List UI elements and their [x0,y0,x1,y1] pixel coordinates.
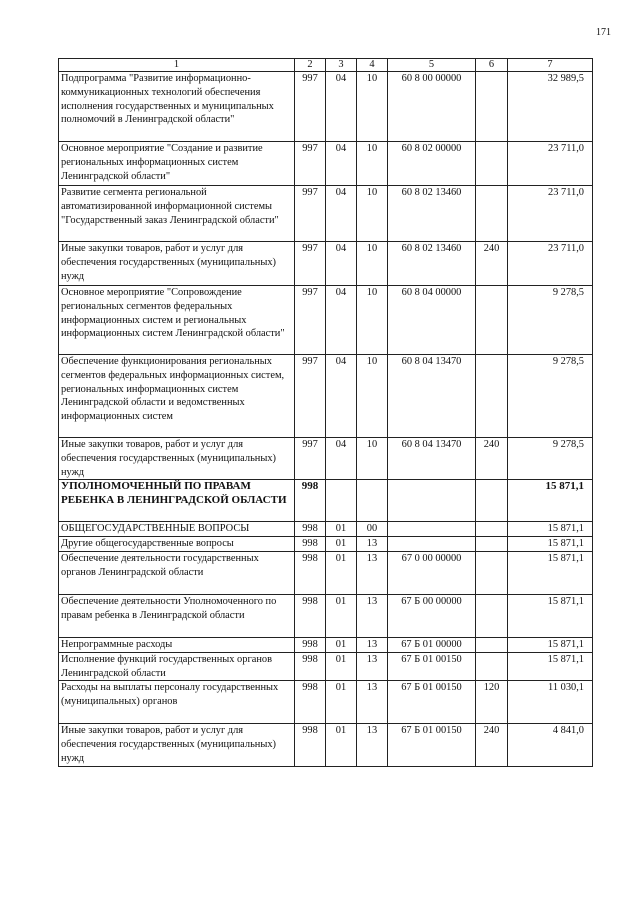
budget-table [58,58,593,767]
table-row [59,142,593,186]
row-name-cell: Основное мероприятие "Создание и развитие региональных информационных систем Ленинградской области" [59,142,295,186]
row-section-cell: 01 [326,594,357,637]
row-target-article-cell: 67 Б 01 00150 [388,724,476,767]
row-expense-type-cell [476,537,508,552]
row-sum-cell: 15 871,1 [508,551,593,594]
row-expense-type-cell: 120 [476,681,508,724]
row-target-article-cell: 67 Б 01 00150 [388,681,476,724]
row-target-article-cell: 67 Б 01 00150 [388,652,476,681]
table-row [59,637,593,652]
row-section-cell: 01 [326,652,357,681]
row-name-cell: Основное мероприятие "Сопровождение региональных сегментов федеральных информационных систем и региональных информационных систем Ленинградской области" [59,286,295,355]
row-expense-type-cell [476,637,508,652]
row-expense-type-cell [476,286,508,355]
row-expense-type-cell [476,355,508,438]
row-section-cell: 04 [326,355,357,438]
row-expense-type-cell [476,480,508,522]
table-row [59,652,593,681]
row-ved-cell: 997 [295,142,326,186]
row-ved-cell: 997 [295,242,326,286]
row-expense-type-cell [476,72,508,142]
row-ved-cell: 998 [295,537,326,552]
row-ved-cell: 997 [295,355,326,438]
column-header: 5 [388,59,476,72]
row-subsection-cell: 10 [357,355,388,438]
row-name-cell: Другие общегосударственные вопросы [59,537,295,552]
row-name-cell: Обеспечение деятельности Уполномоченного по правам ребенка в Ленинградской области [59,594,295,637]
row-sum-cell: 32 989,5 [508,72,593,142]
page-number: 171 [596,27,611,38]
row-sum-cell: 23 711,0 [508,242,593,286]
row-section-cell: 04 [326,242,357,286]
row-ved-cell: 997 [295,438,326,480]
row-expense-type-cell [476,594,508,637]
row-expense-type-cell: 240 [476,724,508,767]
row-target-article-cell: 60 8 04 00000 [388,286,476,355]
row-name-cell: Непрограммные расходы [59,637,295,652]
row-sum-cell: 9 278,5 [508,355,593,438]
row-name-cell: Иные закупки товаров, работ и услуг для обеспечения государственных (муниципальных) нужд [59,242,295,286]
row-sum-cell: 9 278,5 [508,286,593,355]
row-subsection-cell: 13 [357,637,388,652]
table-row [59,480,593,522]
column-header: 2 [295,59,326,72]
row-subsection-cell: 13 [357,551,388,594]
column-header: 6 [476,59,508,72]
row-subsection-cell: 10 [357,242,388,286]
row-expense-type-cell: 240 [476,438,508,480]
row-name-cell: Исполнение функций государственных органов Ленинградской области [59,652,295,681]
row-section-cell: 01 [326,537,357,552]
row-ved-cell: 998 [295,522,326,537]
row-sum-cell: 15 871,1 [508,594,593,637]
row-target-article-cell: 67 0 00 00000 [388,551,476,594]
row-target-article-cell: 60 8 04 13470 [388,438,476,480]
row-ved-cell: 998 [295,594,326,637]
table-header-row [59,59,593,72]
row-ved-cell: 998 [295,652,326,681]
row-ved-cell: 997 [295,72,326,142]
row-target-article-cell: 67 Б 01 00000 [388,637,476,652]
row-target-article-cell: 60 8 04 13470 [388,355,476,438]
column-header: 7 [508,59,593,72]
row-target-article-cell: 60 8 02 13460 [388,186,476,242]
row-sum-cell: 11 030,1 [508,681,593,724]
table-row [59,551,593,594]
row-sum-cell: 23 711,0 [508,186,593,242]
table-row [59,355,593,438]
column-header: 1 [59,59,295,72]
row-ved-cell: 998 [295,480,326,522]
table-row [59,72,593,142]
row-expense-type-cell [476,186,508,242]
row-expense-type-cell [476,522,508,537]
row-name-cell: Обеспечение функционирования региональных сегментов федеральных информационных систем, региональных информационных систем Ленинградской области и ведомственных информационных систем [59,355,295,438]
row-target-article-cell [388,480,476,522]
row-section-cell: 04 [326,286,357,355]
row-target-article-cell [388,522,476,537]
row-ved-cell: 998 [295,724,326,767]
row-name-cell: Обеспечение деятельности государственных органов Ленинградской области [59,551,295,594]
row-section-cell: 01 [326,681,357,724]
row-subsection-cell: 10 [357,438,388,480]
row-subsection-cell: 10 [357,286,388,355]
row-sum-cell: 4 841,0 [508,724,593,767]
row-section-cell: 04 [326,142,357,186]
column-header: 4 [357,59,388,72]
table-row [59,242,593,286]
row-sum-cell: 15 871,1 [508,522,593,537]
row-target-article-cell: 67 Б 00 00000 [388,594,476,637]
table-row [59,594,593,637]
table-row [59,186,593,242]
row-sum-cell: 23 711,0 [508,142,593,186]
row-sum-cell: 15 871,1 [508,480,593,522]
row-ved-cell: 998 [295,681,326,724]
row-subsection-cell: 13 [357,652,388,681]
row-subsection-cell: 13 [357,681,388,724]
row-name-cell: Иные закупки товаров, работ и услуг для обеспечения государственных (муниципальных) нужд [59,438,295,480]
row-section-cell: 04 [326,186,357,242]
row-section-cell: 01 [326,724,357,767]
row-sum-cell: 9 278,5 [508,438,593,480]
row-target-article-cell: 60 8 00 00000 [388,72,476,142]
row-subsection-cell [357,480,388,522]
row-name-cell: Развитие сегмента региональной автоматизированной информационной системы "Государственный заказ Ленинградской области" [59,186,295,242]
row-expense-type-cell [476,652,508,681]
table-row [59,286,593,355]
row-name-cell: Иные закупки товаров, работ и услуг для обеспечения государственных (муниципальных) нужд [59,724,295,767]
row-sum-cell: 15 871,1 [508,537,593,552]
row-ved-cell: 997 [295,186,326,242]
row-section-cell [326,480,357,522]
row-subsection-cell: 10 [357,186,388,242]
table-row [59,438,593,480]
row-subsection-cell: 10 [357,142,388,186]
row-target-article-cell [388,537,476,552]
table-row [59,724,593,767]
row-name-cell: Подпрограмма "Развитие информационно-коммуникационных технологий обеспечения исполнения государственных и муниципальных полномочий в Ленинградской области" [59,72,295,142]
row-target-article-cell: 60 8 02 00000 [388,142,476,186]
row-subsection-cell: 13 [357,724,388,767]
row-subsection-cell: 13 [357,594,388,637]
row-ved-cell: 998 [295,551,326,594]
row-section-cell: 04 [326,72,357,142]
column-header: 3 [326,59,357,72]
table-row [59,681,593,724]
row-target-article-cell: 60 8 02 13460 [388,242,476,286]
row-section-cell: 01 [326,551,357,594]
row-ved-cell: 998 [295,637,326,652]
table-row [59,522,593,537]
row-subsection-cell: 13 [357,537,388,552]
row-name-cell: Расходы на выплаты персоналу государственных (муниципальных) органов [59,681,295,724]
row-section-cell: 01 [326,637,357,652]
row-section-cell: 01 [326,522,357,537]
table-row [59,537,593,552]
row-ved-cell: 997 [295,286,326,355]
row-expense-type-cell [476,551,508,594]
row-expense-type-cell: 240 [476,242,508,286]
row-expense-type-cell [476,142,508,186]
row-name-cell: ОБЩЕГОСУДАРСТВЕННЫЕ ВОПРОСЫ [59,522,295,537]
row-name-cell: УПОЛНОМОЧЕННЫЙ ПО ПРАВАМ РЕБЕНКА В ЛЕНИНГРАДСКОЙ ОБЛАСТИ [59,480,295,522]
row-sum-cell: 15 871,1 [508,637,593,652]
row-sum-cell: 15 871,1 [508,652,593,681]
row-subsection-cell: 00 [357,522,388,537]
row-subsection-cell: 10 [357,72,388,142]
row-section-cell: 04 [326,438,357,480]
